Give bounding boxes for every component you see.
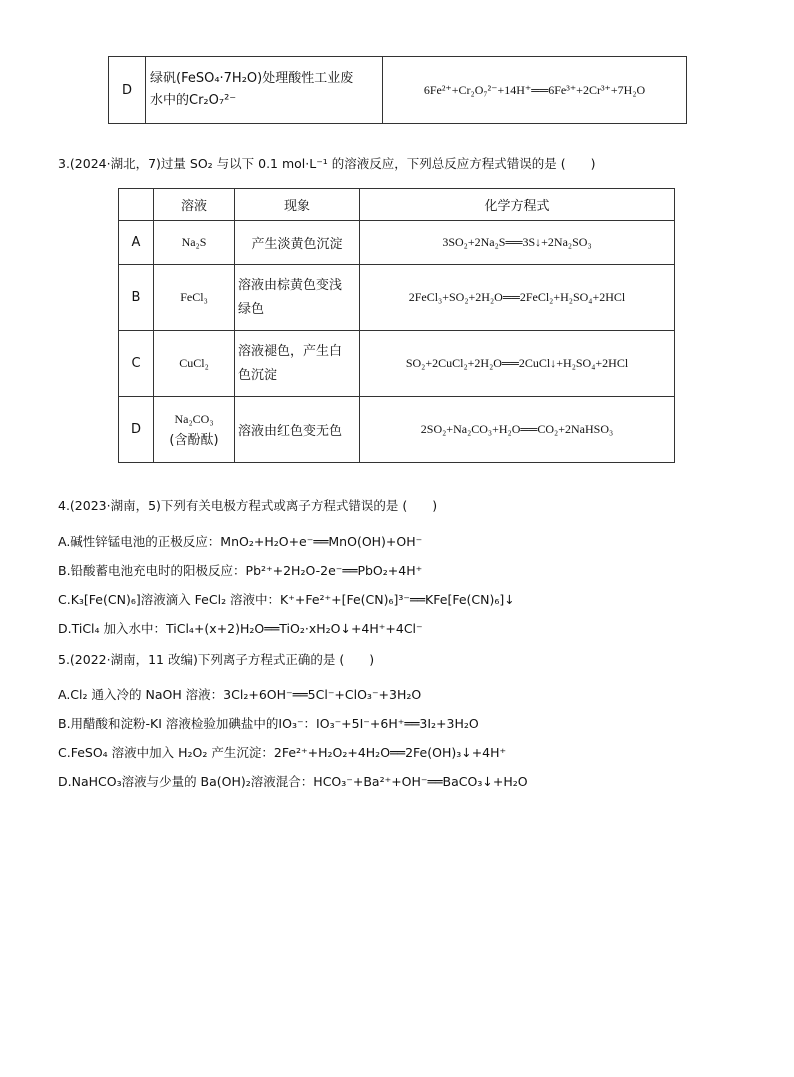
row-equation: 2FeCl₃+SO₂+2H₂O══2FeCl₂+H₂SO₄+2HCl (360, 265, 675, 331)
row-equation: 2SO₂+Na₂CO₃+H₂O══CO₂+2NaHSO₃ (360, 397, 675, 463)
row-phenomenon (235, 265, 360, 331)
option-label: D (109, 57, 146, 124)
q4-option-d: D.TiCl₄ 加入水中：TiCl₄+(x+2)H₂O══TiO₂·xH₂O↓+4H⁺+4Cl⁻ (58, 621, 423, 636)
solution-line-1: Na₂CO₃ (174, 411, 214, 426)
description-line-2: 水中的Cr₂O₇²⁻ (150, 93, 237, 108)
treatment-description (146, 57, 383, 124)
table-header-row (119, 189, 675, 221)
table-row (119, 265, 675, 331)
q5-option-a: A.Cl₂ 通入冷的 NaOH 溶液：3Cl₂+6OH⁻══5Cl⁻+ClO₃⁻+3H₂O (58, 687, 422, 702)
row-phenomenon: 溶液由红色变无色 (235, 397, 360, 463)
table-row (109, 57, 687, 124)
equation-cell: 6Fe²⁺+Cr₂O₇²⁻+14H⁺══6Fe³⁺+2Cr³⁺+7H₂O (383, 57, 687, 124)
phenomenon-line-2: 色沉淀 (238, 367, 278, 383)
description-line-1: 绿矾(FeSO₄·7H₂O)处理酸性工业废 (150, 71, 354, 86)
q5-option-c: C.FeSO₄ 溶液中加入 H₂O₂ 产生沉淀：2Fe²⁺+H₂O₂+4H₂O══2Fe(OH)₃↓+4H⁺ (58, 745, 507, 760)
phenomenon-line-1: 溶液褪色，产生白 (238, 343, 343, 359)
question-5-stem: 5.(2022·湖南，11 改编)下列离子方程式正确的是 ( ) (58, 652, 375, 667)
solution-line-2: (含酚酞) (169, 432, 219, 448)
phenomenon-line-2: 绿色 (238, 301, 265, 317)
header-solution: 溶液 (154, 189, 235, 221)
row-label: C (119, 331, 154, 397)
question-4-stem: 4.(2023·湖南，5)下列有关电极方程式或离子方程式错误的是 ( ) (58, 498, 438, 513)
q4-option-c: C.K₃[Fe(CN)₆]溶液滴入 FeCl₂ 溶液中：K⁺+Fe²⁺+[Fe(CN)₆]³⁻══KFe[Fe(CN)₆]↓ (58, 592, 515, 607)
header-phenomenon: 现象 (235, 189, 360, 221)
table-row (119, 221, 675, 265)
top-table (108, 56, 687, 124)
table-row (119, 331, 675, 397)
question-3-stem: 3.(2024·湖北，7)过量 SO₂ 与以下 0.1 mol·L⁻¹ 的溶液反应，下列总反应方程式错误的是 ( ) (58, 156, 596, 171)
q5-option-d: D.NaHCO₃溶液与少量的 Ba(OH)₂溶液混合：HCO₃⁻+Ba²⁺+OH⁻══BaCO₃↓+H₂O (58, 774, 528, 789)
phenomenon-line-1: 溶液由棕黄色变浅 (238, 277, 343, 293)
q4-option-a: A.碱性锌锰电池的正极反应：MnO₂+H₂O+e⁻══MnO(OH)+OH⁻ (58, 534, 423, 549)
q4-option-b: B.铅酸蓄电池充电时的阳极反应：Pb²⁺+2H₂O-2e⁻══PbO₂+4H⁺ (58, 563, 423, 578)
row-equation: 3SO₂+2Na₂S══3S↓+2Na₂SO₃ (360, 221, 675, 265)
row-phenomenon (235, 331, 360, 397)
row-label: D (119, 397, 154, 463)
row-solution (154, 397, 235, 463)
header-equation: 化学方程式 (360, 189, 675, 221)
row-solution: FeCl₃ (154, 265, 235, 331)
row-equation: SO₂+2CuCl₂+2H₂O══2CuCl↓+H₂SO₄+2HCl (360, 331, 675, 397)
header-blank (119, 189, 154, 221)
row-label: A (119, 221, 154, 265)
q3-table (118, 188, 675, 463)
table-row (119, 397, 675, 463)
q5-option-b: B.用醋酸和淀粉-KI 溶液检验加碘盐中的IO₃⁻：IO₃⁻+5I⁻+6H⁺══3I₂+3H₂O (58, 716, 479, 731)
row-phenomenon: 产生淡黄色沉淀 (235, 221, 360, 265)
row-solution: Na₂S (154, 221, 235, 265)
row-label: B (119, 265, 154, 331)
row-solution: CuCl₂ (154, 331, 235, 397)
